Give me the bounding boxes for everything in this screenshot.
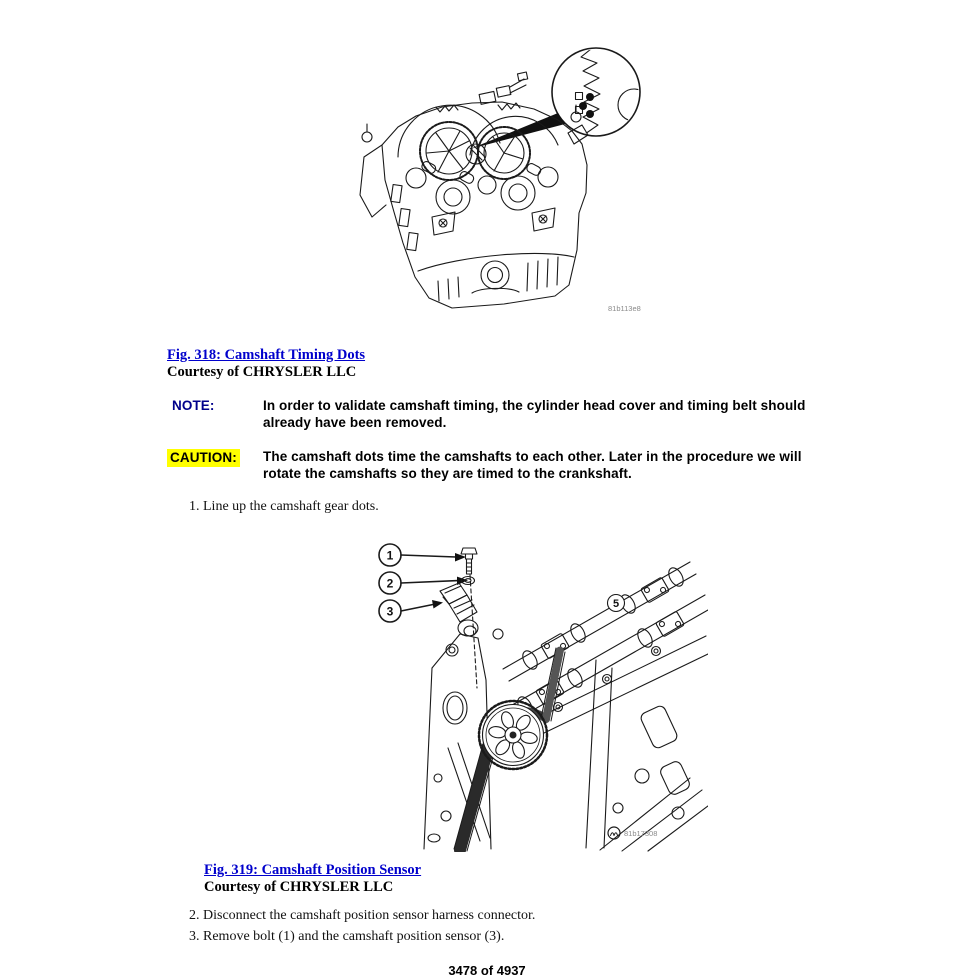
figure-318-caption-link[interactable]: Fig. 318: Camshaft Timing Dots bbox=[167, 347, 366, 363]
timing-dot bbox=[586, 93, 594, 101]
caution-text: The camshaft dots time the camshafts to each other. Later in the procedure we will rotate the camshafts so they are timed to the crankshaft. bbox=[263, 449, 802, 481]
callout-3-number: 3 bbox=[386, 604, 394, 619]
caution-label: CAUTION: bbox=[167, 449, 240, 467]
page-counter: 3478 of 4937 bbox=[448, 963, 526, 978]
sensor-bolt bbox=[461, 548, 477, 574]
camshaft-sprocket bbox=[479, 701, 547, 769]
note-label: NOTE: bbox=[172, 398, 215, 413]
figure-319-image-code: 81b17308 bbox=[624, 829, 658, 838]
brand-logo-icon bbox=[608, 827, 620, 839]
procedure-step-2: 2. Disconnect the camshaft position sensor harness connector. bbox=[189, 908, 536, 923]
figure-319-camshaft-position-sensor-image bbox=[360, 538, 708, 852]
callout-2-number: 2 bbox=[386, 576, 394, 591]
note-text: In order to validate camshaft timing, the cylinder head cover and timing belt should already have been removed. bbox=[263, 398, 806, 430]
figure-318-image-code: 81b113e8 bbox=[608, 304, 641, 313]
timing-dot bbox=[579, 102, 587, 110]
connector-detail bbox=[479, 72, 528, 104]
procedure-step-1: 1. Line up the camshaft gear dots. bbox=[189, 499, 379, 514]
figure-319-courtesy: Courtesy of CHRYSLER LLC bbox=[204, 879, 394, 895]
figure-319-caption-link[interactable]: Fig. 319: Camshaft Position Sensor bbox=[204, 862, 422, 878]
figure-318-caption bbox=[167, 347, 365, 381]
procedure-step-3: 3. Remove bolt (1) and the camshaft position sensor (3). bbox=[189, 929, 505, 944]
timing-dot bbox=[586, 110, 594, 118]
camshaft-gears bbox=[420, 122, 530, 180]
callout-1-number: 1 bbox=[386, 548, 394, 563]
figure-318-courtesy: Courtesy of CHRYSLER LLC bbox=[167, 364, 357, 380]
figure-318-camshaft-timing-dots-image bbox=[352, 45, 648, 325]
gear-teeth-detail bbox=[576, 49, 649, 134]
bearing-cap-number: 5 bbox=[612, 598, 620, 610]
figure-319-caption bbox=[204, 862, 421, 896]
